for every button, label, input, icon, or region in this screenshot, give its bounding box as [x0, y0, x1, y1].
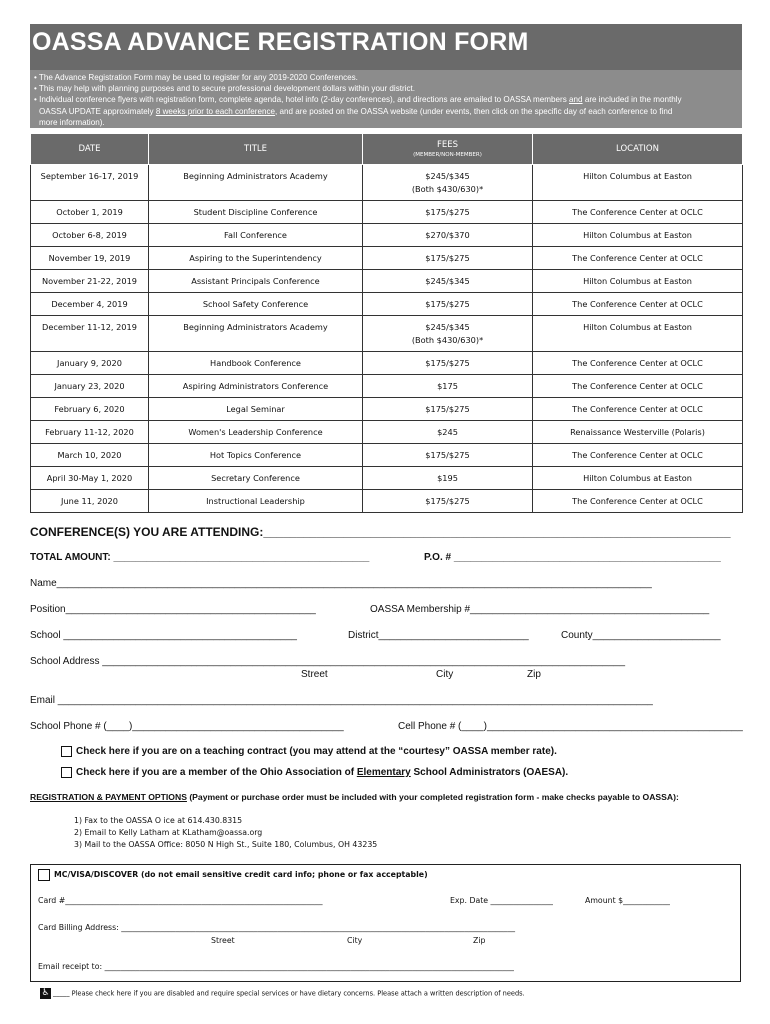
po-number-line[interactable]: P.O. # ________________________________________________ — [424, 552, 721, 563]
row-location: Hilton Columbus at Easton — [533, 270, 743, 293]
table-row — [31, 293, 743, 316]
row-date: November 19, 2019 — [31, 247, 149, 270]
email-receipt-line[interactable]: Email receipt to: _________________________________________________________________________________________________________ — [38, 962, 514, 971]
table-row — [31, 444, 743, 467]
oaesa-member-row: Check here if you are a member of the Ohio Association of Elementary School Administrators (OAESA). — [61, 767, 568, 778]
row-title: Beginning Administrators Academy — [149, 316, 363, 352]
row-date: September 16-17, 2019 — [31, 165, 149, 201]
header-date: DATE — [31, 134, 149, 165]
row-location: The Conference Center at OCLC — [533, 201, 743, 224]
email-line[interactable]: Email ___________________________________________________________________________________________________________ — [30, 695, 653, 706]
row-fees-combined: (Both $430/630)* — [411, 184, 484, 194]
row-title: Instructional Leadership — [149, 490, 363, 513]
payment-option-email: 2) Email to Kelly Latham at KLatham@oassa.org — [74, 828, 263, 837]
row-date: November 21-22, 2019 — [31, 270, 149, 293]
school-phone-line[interactable]: School Phone # (____)______________________________________ — [30, 721, 344, 732]
table-row — [31, 467, 743, 490]
teaching-contract-checkbox[interactable] — [61, 746, 72, 757]
payment-options-list — [74, 815, 377, 851]
row-date: February 6, 2020 — [31, 398, 149, 421]
county-line[interactable]: County_______________________ — [561, 630, 721, 641]
row-title: Aspiring Administrators Conference — [149, 375, 363, 398]
row-fees: $245/$345 (Both $430/630)* — [363, 316, 533, 352]
district-line[interactable]: District___________________________ — [348, 630, 529, 641]
note-3-cont: OASSA UPDATE approximately 8 weeks prior to each conference, and are posted on the OASSA website (under events, then click on the specific day of each conference to find — [39, 106, 673, 116]
row-title: Hot Topics Conference — [149, 444, 363, 467]
row-location: The Conference Center at OCLC — [533, 352, 743, 375]
exp-date-line[interactable]: Exp. Date ________________ — [450, 896, 553, 905]
payment-option-mail: 3) Mail to the OASSA Office: 8050 N High St., Suite 180, Columbus, OH 43235 — [74, 840, 378, 849]
address-zip-label: Zip — [527, 669, 541, 680]
row-fees: $175 — [363, 375, 533, 398]
row-fees: $175/$275 — [363, 490, 533, 513]
row-title: Aspiring to the Superintendency — [149, 247, 363, 270]
row-fees: $175/$275 — [363, 293, 533, 316]
row-title: School Safety Conference — [149, 293, 363, 316]
accessibility-note: ♿ _____ Please check here if you are disabled and require special services or have dietary concerns. Please attach a written description of needs. — [41, 988, 525, 998]
note-2: • This may help with planning purposes and to secure professional development dollars within your district. — [34, 84, 416, 94]
row-title: Women's Leadership Conference — [149, 421, 363, 444]
table-row — [31, 224, 743, 247]
note-3: • Individual conference flyers with registration form, complete agenda, hotel info (2-day conferences), and directions are emailed to OASSA members and are included in the monthly — [34, 95, 682, 105]
row-date: October 6-8, 2019 — [31, 224, 149, 247]
row-location: Hilton Columbus at Easton — [533, 467, 743, 490]
row-date: January 23, 2020 — [31, 375, 149, 398]
row-fees-combined: (Both $430/630)* — [411, 335, 484, 345]
wheelchair-icon: ♿ — [41, 988, 50, 998]
row-date: October 1, 2019 — [31, 201, 149, 224]
row-fees: $175/$275 — [363, 247, 533, 270]
billing-zip-label: Zip — [473, 936, 486, 945]
row-date: December 4, 2019 — [31, 293, 149, 316]
header-location: LOCATION — [533, 134, 743, 165]
note-3-end: more information). — [39, 117, 105, 127]
billing-address-line[interactable]: Card Billing Address: _____________________________________________________________________________________________________ — [38, 923, 515, 932]
notes-box — [30, 70, 742, 128]
page-title: OASSA ADVANCE REGISTRATION FORM — [32, 28, 529, 56]
row-fees: $245 — [363, 421, 533, 444]
row-title: Assistant Principals Conference — [149, 270, 363, 293]
amount-line[interactable]: Amount $____________ — [585, 896, 670, 905]
note-1: • The Advance Registration Form may be used to register for any 2019-2020 Conferences. — [34, 73, 358, 82]
row-date: February 11-12, 2020 — [31, 421, 149, 444]
row-fees: $175/$275 — [363, 398, 533, 421]
cell-phone-line[interactable]: Cell Phone # (____)______________________________________________ — [398, 721, 743, 732]
billing-street-label: Street — [211, 936, 235, 945]
row-date: April 30-May 1, 2020 — [31, 467, 149, 490]
row-title: Student Discipline Conference — [149, 201, 363, 224]
row-title: Secretary Conference — [149, 467, 363, 490]
row-location: The Conference Center at OCLC — [533, 444, 743, 467]
row-location: The Conference Center at OCLC — [533, 490, 743, 513]
row-fees: $270/$370 — [363, 224, 533, 247]
table-header-row — [31, 134, 743, 165]
row-fees: $245/$345 — [363, 270, 533, 293]
table-row — [31, 398, 743, 421]
table-row — [31, 270, 743, 293]
row-fees: $175/$275 — [363, 352, 533, 375]
address-city-label: City — [436, 669, 454, 680]
total-amount-line[interactable]: TOTAL AMOUNT: ______________________________________________ — [30, 552, 370, 563]
name-line[interactable]: Name___________________________________________________________________________________________________________ — [30, 578, 652, 589]
cc-heading-row: MC/VISA/DISCOVER (do not email sensitive credit card info; phone or fax acceptable) — [38, 869, 428, 881]
school-address-line[interactable]: School Address ______________________________________________________________________________________________ — [30, 656, 626, 667]
row-location: The Conference Center at OCLC — [533, 375, 743, 398]
row-date: January 9, 2020 — [31, 352, 149, 375]
card-number-line[interactable]: Card #__________________________________________________________________ — [38, 896, 323, 905]
row-fees: $245/$345 (Both $430/630)* — [363, 165, 533, 201]
table-row — [31, 247, 743, 270]
row-title: Fall Conference — [149, 224, 363, 247]
row-fees: $175/$275 — [363, 444, 533, 467]
position-line[interactable]: Position_____________________________________________ — [30, 604, 316, 615]
cc-checkbox[interactable] — [38, 869, 50, 881]
membership-line[interactable]: OASSA Membership #___________________________________________ — [370, 604, 710, 615]
row-location: Hilton Columbus at Easton — [533, 316, 743, 352]
credit-card-box — [30, 864, 741, 982]
payment-option-fax: 1) Fax to the OASSA O ice at 614.430.8315 — [74, 816, 243, 825]
row-fees: $175/$275 — [363, 201, 533, 224]
header-title: TITLE — [149, 134, 363, 165]
row-title: Handbook Conference — [149, 352, 363, 375]
row-date: June 11, 2020 — [31, 490, 149, 513]
row-date: December 11-12, 2019 — [31, 316, 149, 352]
billing-city-label: City — [347, 936, 363, 945]
table-body — [31, 165, 743, 513]
payment-options-heading: REGISTRATION & PAYMENT OPTIONS (Payment or purchase order must be included with your completed registration form - make checks payable to OASSA): — [30, 792, 679, 802]
row-location: The Conference Center at OCLC — [533, 293, 743, 316]
table-row — [31, 316, 743, 352]
teaching-contract-row: Check here if you are on a teaching contract (you may attend at the “courtesy” OASSA member rate). — [61, 746, 557, 757]
row-location: The Conference Center at OCLC — [533, 247, 743, 270]
row-location: Renaissance Westerville (Polaris) — [533, 421, 743, 444]
row-date: March 10, 2020 — [31, 444, 149, 467]
row-location: Hilton Columbus at Easton — [533, 224, 743, 247]
row-title: Legal Seminar — [149, 398, 363, 421]
row-location: The Conference Center at OCLC — [533, 398, 743, 421]
row-title: Beginning Administrators Academy — [149, 165, 363, 201]
conferences-attending-line[interactable]: CONFERENCE(S) YOU ARE ATTENDING:______________________________________________________________________ — [30, 525, 731, 539]
row-location: Hilton Columbus at Easton — [533, 165, 743, 201]
oaesa-member-checkbox[interactable] — [61, 767, 72, 778]
school-line[interactable]: School __________________________________________ — [30, 630, 297, 641]
table-row — [31, 352, 743, 375]
table-row — [31, 201, 743, 224]
table-row — [31, 165, 743, 201]
table-row — [31, 375, 743, 398]
row-fees: $195 — [363, 467, 533, 490]
table-row — [31, 421, 743, 444]
title-bar — [30, 24, 742, 70]
table-row — [31, 490, 743, 513]
header-fees: FEES (MEMBER/NON-MEMBER) — [363, 134, 533, 165]
conference-schedule-table — [30, 133, 743, 513]
address-street-label: Street — [301, 669, 328, 680]
